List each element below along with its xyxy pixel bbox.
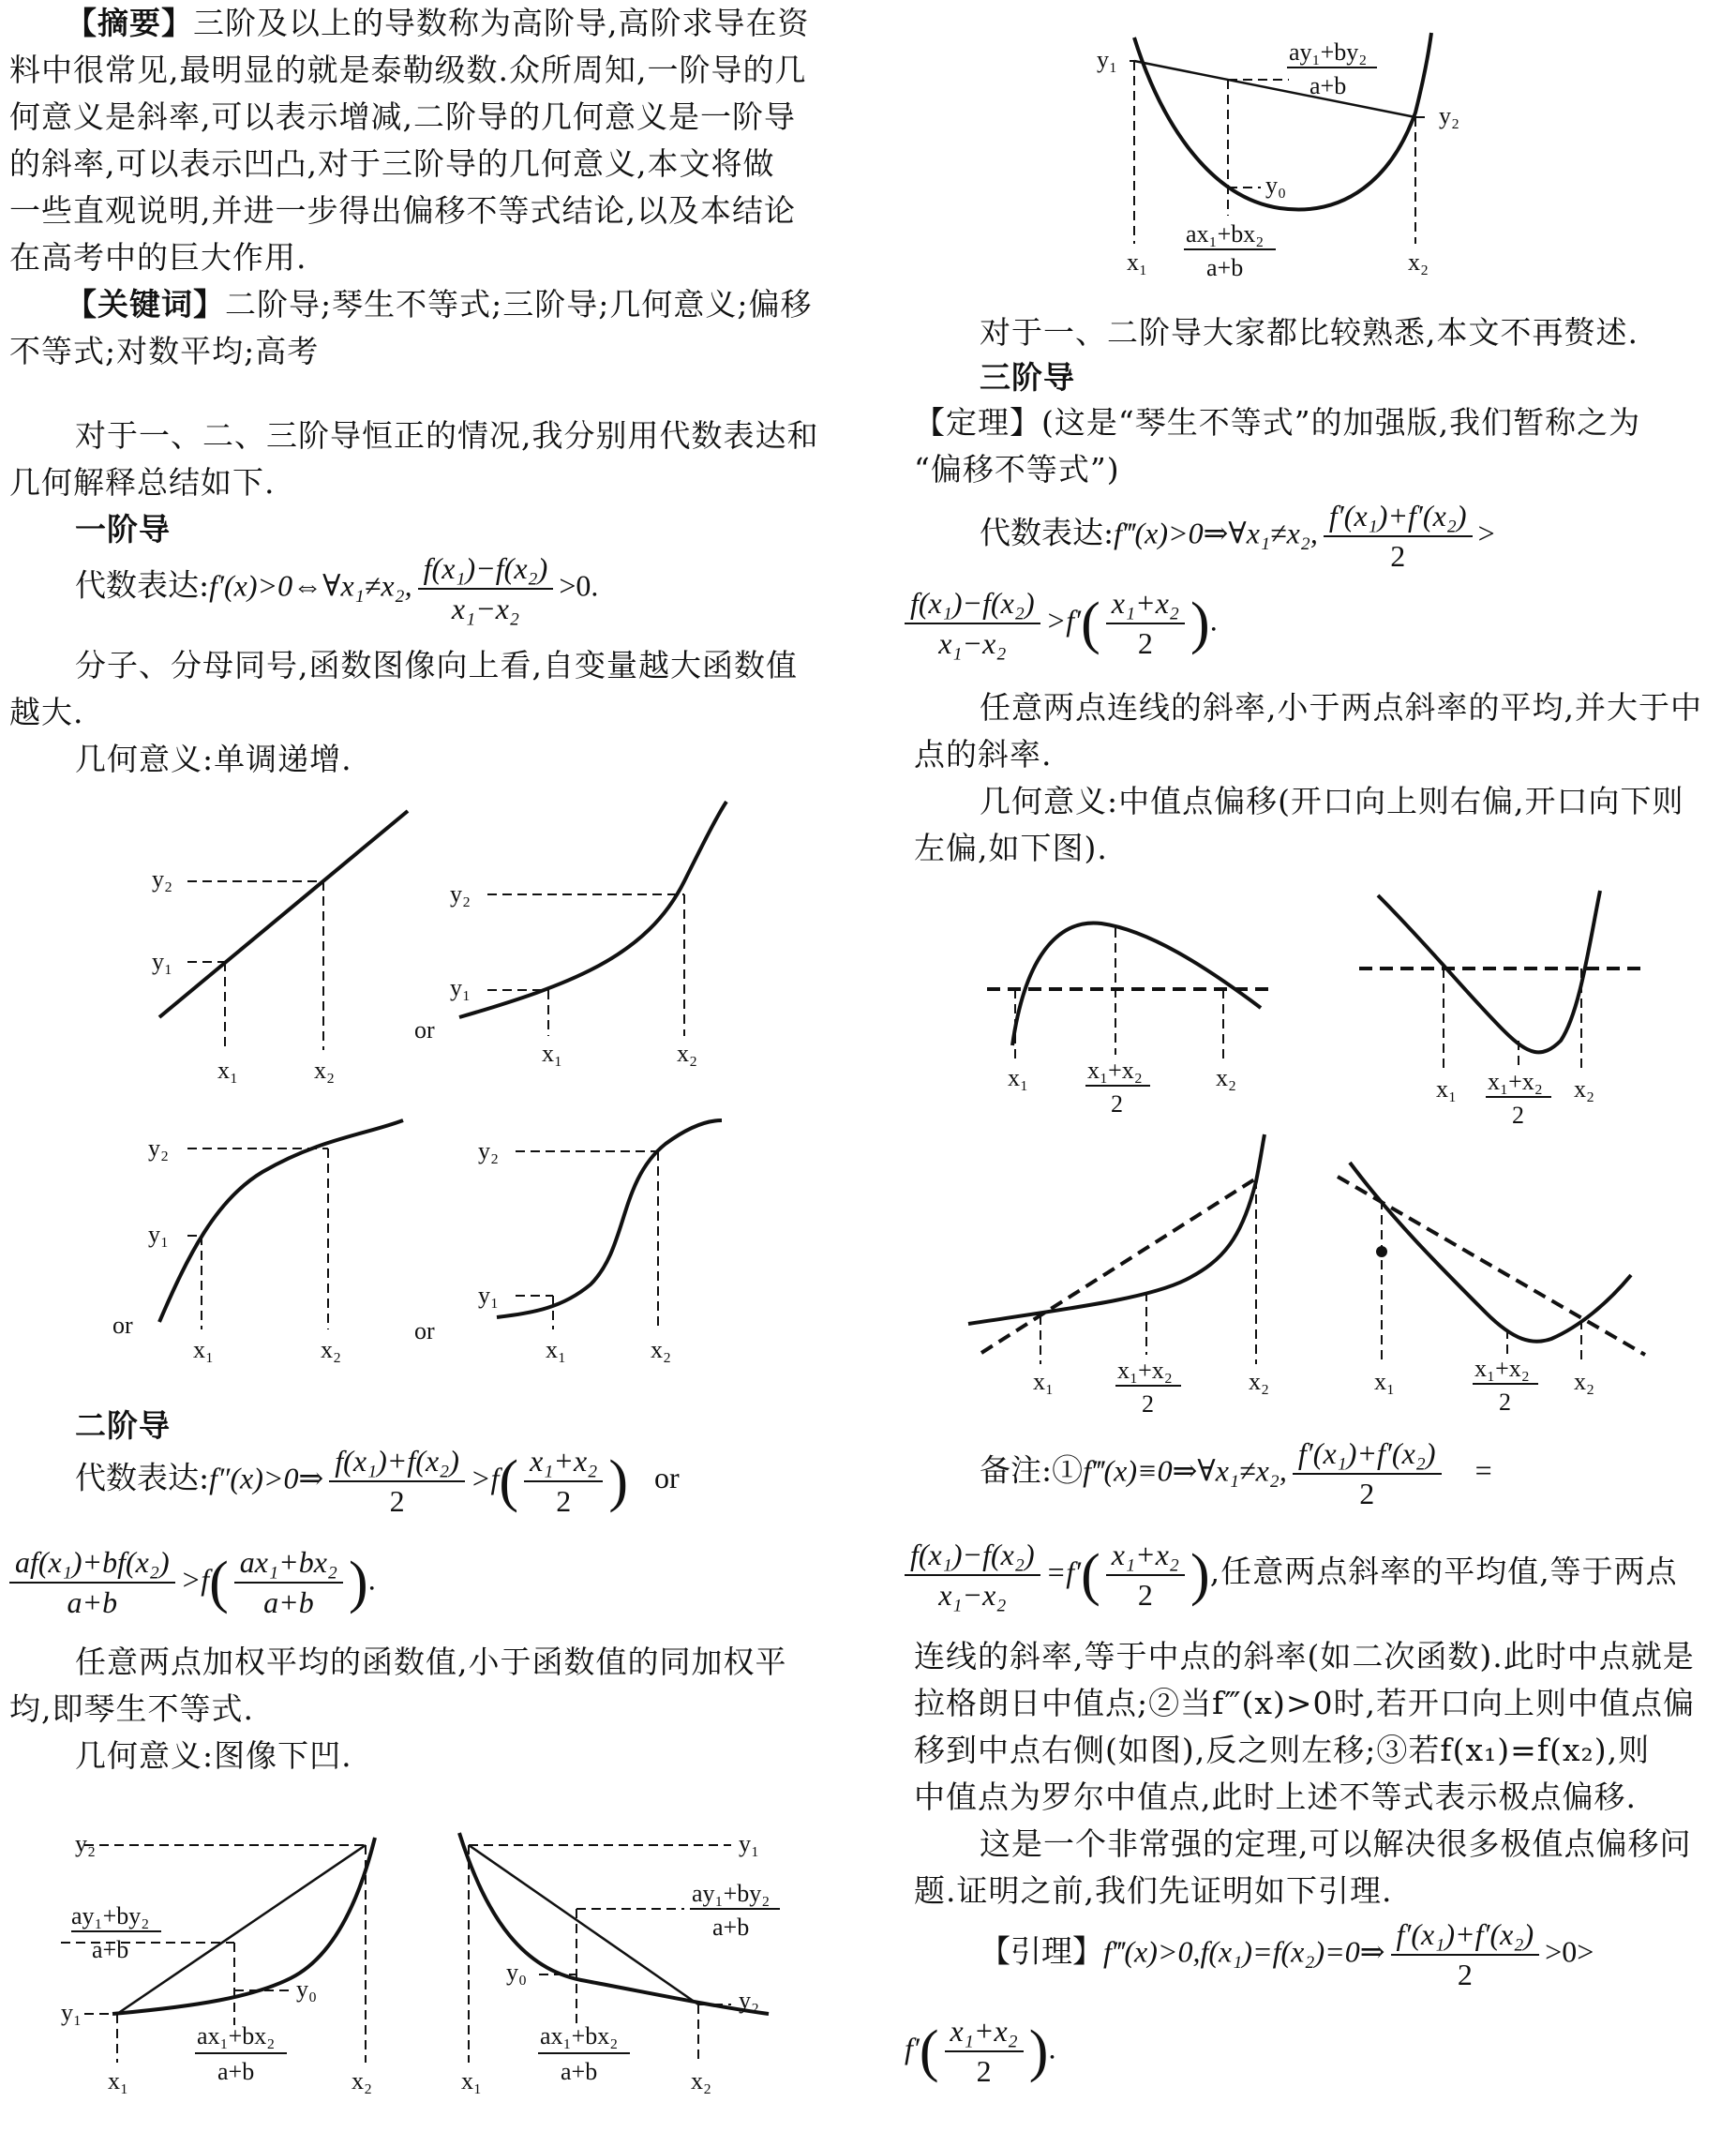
lemma-b-pnum: x₁+x₂: [945, 2014, 1024, 2052]
note-prefix: 备注:①: [980, 1451, 1084, 1489]
label-y1: y₁: [1097, 46, 1118, 73]
lemma-num: f′(x₁)+f′(x₂): [1391, 1917, 1540, 1956]
midpoint-den: 2: [1512, 1102, 1524, 1129]
alg2b-num: af(x₁)+bf(x₂): [9, 1545, 175, 1584]
weighted-x-num: ax₁+bx₂: [197, 2022, 276, 2049]
lemma-fraction: [1391, 1917, 1540, 1992]
label-y2: y₂: [1439, 102, 1460, 129]
alg1-num: f(x₁)−f(x₂): [418, 551, 554, 590]
alg3b-num: f(x₁)−f(x₂): [905, 586, 1040, 624]
alg3-prefix: 代数表达:: [980, 514, 1115, 551]
lemma-tail: >0>: [1545, 1934, 1594, 1969]
alg1-fraction: [418, 551, 554, 626]
or-label: or: [414, 1317, 435, 1344]
keywords-line-1: [66, 281, 812, 328]
alg3b-den: x₁−x₂: [938, 626, 1007, 660]
lemma-b-tail: .: [1048, 2031, 1056, 2065]
alg1-lhs: f′(x)>0⇔∀x₁≠x₂,: [209, 568, 412, 603]
label-y2: y₂: [739, 1987, 760, 2014]
midpoint-den: 2: [1499, 1389, 1511, 1416]
or-label: or: [112, 1312, 133, 1339]
alg2-den: 2: [389, 1484, 405, 1518]
note-formula: [980, 1436, 1492, 1511]
alg2-mid: >f: [470, 1461, 500, 1495]
intro-line-2: 几何解释总结如下.: [9, 464, 276, 501]
label-x1: x₁: [217, 1057, 239, 1084]
theorem-line-1: 【定理】(这是“琴生不等式”的加强版,我们暂称之为: [914, 404, 1641, 441]
label-x2: x₂: [1249, 1368, 1270, 1395]
alg2-formula: 代数表达:f″(x)>0⇒ $\frac{\text{f(x₁)+f(x₂)}}{2}$ >f( $\frac{\text{x₁+x₂}}{2}$ ) or: [75, 1444, 680, 1518]
label-x2: x₂: [314, 1057, 336, 1084]
note-line-4: 中值点为罗尔中值点,此时上述不等式表示极点偏移.: [914, 1779, 1637, 1815]
label-y2: y₂: [450, 880, 471, 908]
alg2b-fraction: [9, 1545, 175, 1620]
alg3b-pden: 2: [1137, 626, 1153, 660]
heading-second-derivative: 二阶导: [75, 1407, 171, 1444]
note-b-pnum: x₁+x₂: [1106, 1538, 1185, 1576]
label-x1: x₁: [546, 1336, 567, 1363]
lemma-b-pden: 2: [976, 2054, 992, 2088]
label-y1: y₁: [450, 974, 471, 1001]
weighted-y-num: ay₁+by₂: [71, 1902, 150, 1929]
label-y1: y₁: [478, 1282, 500, 1309]
alg1-den: x₁−x₂: [451, 592, 520, 625]
alg3-formula: [980, 499, 1495, 574]
heading-third-derivative: 三阶导: [980, 359, 1075, 396]
weighted-x-num: ax₁+bx₂: [1186, 220, 1265, 248]
note-fraction: [1293, 1436, 1442, 1511]
label-y2: y₂: [152, 865, 173, 893]
label-y2: y₂: [148, 1134, 170, 1162]
p3-line-2: 点的斜率.: [914, 736, 1053, 773]
geo2-text: 几何意义:图像下凹.: [75, 1737, 352, 1774]
weighted-y-num: ay₁+by₂: [1289, 38, 1368, 66]
note-b-tail: ,任意两点斜率的平均值,等于两点: [1209, 1553, 1678, 1590]
note-b-paren-fraction: [1106, 1538, 1185, 1613]
alg2b-pden: a+b: [263, 1585, 314, 1619]
p4-line-2: 题.证明之前,我们先证明如下引理.: [914, 1872, 1393, 1909]
note-b-num: f(x₁)−f(x₂): [905, 1538, 1040, 1576]
abstract-text: 三阶及以上的导数称为高阶导,高阶求导在资: [193, 5, 810, 41]
alg3-tail: >: [1477, 516, 1495, 550]
label-x2: x₂: [651, 1336, 672, 1363]
weighted-x-num: ax₁+bx₂: [540, 2022, 619, 2049]
geo3-line-1: 几何意义:中值点偏移(开口向上则右偏,开口向下则: [980, 783, 1684, 819]
note-eq: =: [1474, 1453, 1492, 1488]
note-lhs: f‴(x)≡0⇒∀x₁≠x₂,: [1083, 1453, 1287, 1488]
p4-line-1: 这是一个非常强的定理,可以解决很多极值点偏移问: [980, 1825, 1692, 1862]
midpoint-num: x₁+x₂: [1117, 1357, 1173, 1384]
alg3-den: 2: [1390, 539, 1406, 573]
alg3-fraction: [1324, 499, 1473, 574]
alg3-num: f′(x₁)+f′(x₂): [1324, 499, 1473, 537]
label-y1: y₁: [739, 1830, 760, 1857]
note-den: 2: [1359, 1477, 1375, 1510]
midpoint-den: 2: [1111, 1090, 1123, 1118]
label-x1: x₁: [1008, 1064, 1029, 1091]
lemma-den: 2: [1457, 1958, 1473, 1991]
label-x2: x₂: [321, 1336, 342, 1363]
weighted-y-den: a+b: [92, 1936, 129, 1963]
label-y1: y₁: [148, 1221, 170, 1248]
label-x2: x₂: [1216, 1064, 1237, 1091]
p3-line-1: 任意两点连线的斜率,小于两点斜率的平均,并大于中: [980, 689, 1702, 726]
label-x2: x₂: [1574, 1368, 1595, 1395]
lemma-b-paren-fraction: [945, 2014, 1024, 2089]
alg2b-tail: .: [367, 1562, 376, 1597]
midpoint-den: 2: [1142, 1390, 1154, 1418]
label-x1: x₁: [1436, 1075, 1458, 1103]
label-x2: x₂: [1408, 248, 1429, 276]
note-b-pden: 2: [1137, 1578, 1153, 1612]
alg2b-mid: >f: [180, 1562, 210, 1597]
lemma-b-mid: f′: [905, 2031, 920, 2065]
label-x2: x₂: [677, 1040, 698, 1067]
alg2-prefix: 代数表达:: [75, 1459, 210, 1496]
theorem-line-2: “偏移不等式”): [914, 451, 1120, 488]
label-x1: x₁: [542, 1040, 563, 1067]
note-b-mid: =f′: [1045, 1554, 1082, 1589]
alg1-tail: >0.: [559, 568, 599, 603]
label-x1: x₁: [108, 2067, 129, 2094]
keywords-heading: 【关键词】: [66, 286, 225, 323]
label-y0: y₀: [296, 1975, 318, 2003]
alg3b-pnum: x₁+x₂: [1106, 586, 1185, 624]
p1-line-1: 分子、分母同号,函数图像向上看,自变量越大函数值: [75, 647, 798, 683]
heading-first-derivative: 一阶导: [75, 511, 171, 548]
abstract-line-6: 在高考中的巨大作用.: [9, 239, 307, 276]
label-x1: x₁: [193, 1336, 215, 1363]
intro-line-1: 对于一、二、三阶导恒正的情况,我分别用代数表达和: [75, 417, 819, 454]
weighted-x-den: a+b: [217, 2058, 255, 2085]
alg2-pnum: x₁+x₂: [524, 1444, 603, 1482]
p2-line-2: 均,即琴生不等式.: [9, 1690, 254, 1727]
alg2b-pnum: ax₁+bx₂: [234, 1545, 343, 1584]
weighted-x-den: a+b: [1206, 254, 1244, 281]
alg3b-paren-fraction: [1106, 586, 1185, 661]
familiar-text: 对于一、二阶导大家都比较熟悉,本文不再赘述.: [980, 314, 1639, 351]
label-y1: y₁: [61, 1999, 82, 2026]
alg2b-paren-fraction: [234, 1545, 343, 1620]
label-x1: x₁: [1033, 1368, 1055, 1395]
label-y2: y₂: [478, 1137, 500, 1164]
abstract-line-4: 的斜率,可以表示凹凸,对于三阶导的几何意义,本文将做: [9, 145, 775, 182]
note-b-den: x₁−x₂: [938, 1578, 1007, 1612]
lemma-prefix: 【引理】: [980, 1932, 1103, 1970]
geo3-line-2: 左偏,如下图).: [914, 830, 1108, 866]
weighted-y-num: ay₁+by₂: [692, 1880, 771, 1907]
lemma-b-formula: f′( $\frac{\text{x₁+x₂}}{2}$ ).: [905, 2014, 1056, 2088]
abstract-line-3: 何意义是斜率,可以表示增减,二阶导的几何意义是一阶导: [9, 98, 796, 135]
alg2-lhs: f″(x)>0⇒: [209, 1461, 324, 1495]
weighted-x-den: a+b: [561, 2058, 598, 2085]
alg3b-tail: .: [1209, 603, 1218, 638]
alg2b-formula: $\frac{\text{af(x₁)+bf(x₂)}}{a+b}$ >f( $\frac{\text{ax₁+bx₂}}{a+b}$ ).: [9, 1545, 376, 1620]
label-x2: x₂: [1574, 1075, 1595, 1103]
lemma-formula: [980, 1917, 1594, 1992]
label-y0: y₀: [1265, 172, 1287, 199]
label-x1: x₁: [1374, 1368, 1396, 1395]
p1-line-2: 越大.: [9, 694, 84, 730]
abstract-line-2: 料中很常见,最明显的就是泰勒级数.众所周知,一阶导的几: [9, 52, 807, 88]
midpoint-num: x₁+x₂: [1474, 1355, 1530, 1382]
label-x1: x₁: [1127, 248, 1148, 276]
abstract-line-5: 一些直观说明,并进一步得出偏移不等式结论,以及本结论: [9, 192, 796, 229]
weighted-y-den: a+b: [1309, 72, 1347, 99]
keywords-line-2: 不等式;对数平均;高考: [9, 333, 320, 369]
midpoint-num: x₁+x₂: [1488, 1068, 1543, 1095]
note-line-3: 移到中点右侧(如图),反之则左移;③若f(x₁)=f(x₂),则: [914, 1732, 1651, 1768]
alg2-fraction: [329, 1444, 465, 1519]
label-x2: x₂: [691, 2067, 712, 2094]
alg2b-den: a+b: [67, 1585, 118, 1619]
note-num: f′(x₁)+f′(x₂): [1293, 1436, 1442, 1475]
alg2-paren-fraction: [524, 1444, 603, 1519]
alg3-lhs: f‴(x)>0⇒∀x₁≠x₂,: [1114, 516, 1318, 550]
alg1-formula: [75, 551, 598, 626]
alg1-prefix: 代数表达:: [75, 566, 210, 604]
weighted-y-den: a+b: [712, 1914, 750, 1941]
label-x2: x₂: [352, 2067, 373, 2094]
label-x1: x₁: [461, 2067, 483, 2094]
note-b-formula: $\frac{\text{f(x₁)−f(x₂)}}{\text{x₁−x₂}}$ =f′( $\frac{\text{x₁+x₂}}{2}$ ),任意两点斜率的平均值,等于两点: [905, 1538, 1678, 1613]
alg2-or: or: [653, 1461, 680, 1495]
lemma-lhs: f‴(x)>0,f(x₁)=f(x₂)=0⇒: [1103, 1934, 1385, 1969]
label-y0: y₀: [506, 1959, 528, 1986]
note-b-fraction: [905, 1538, 1040, 1613]
abstract-line-1: [66, 0, 810, 47]
p2-line-1: 任意两点加权平均的函数值,小于函数值的同加权平: [75, 1644, 787, 1680]
note-line-1: 连线的斜率,等于中点的斜率(如二次函数).此时中点就是: [914, 1638, 1695, 1674]
label-y1: y₁: [152, 948, 173, 975]
alg3b-mid: >f′: [1045, 603, 1082, 638]
alg2-num: f(x₁)+f(x₂): [329, 1444, 465, 1482]
or-label: or: [414, 1016, 435, 1043]
alg3b-formula: $\frac{\text{f(x₁)−f(x₂)}}{\text{x₁−x₂}}$ >f′( $\frac{\text{x₁+x₂}}{2}$ ).: [905, 586, 1218, 661]
keywords-text: 二阶导;琴生不等式;三阶导;几何意义;偏移: [225, 286, 813, 323]
abstract-heading: 【摘要】: [66, 5, 193, 41]
midpoint-num: x₁+x₂: [1087, 1057, 1143, 1084]
alg3b-fraction: [905, 586, 1040, 661]
geo1-text: 几何意义:单调递增.: [75, 741, 352, 777]
alg2-pden: 2: [556, 1484, 572, 1518]
label-y2: y₂: [75, 1830, 97, 1857]
note-line-2: 拉格朗日中值点;②当f‴(x)>0时,若开口向上则中值点偏: [914, 1685, 1695, 1721]
